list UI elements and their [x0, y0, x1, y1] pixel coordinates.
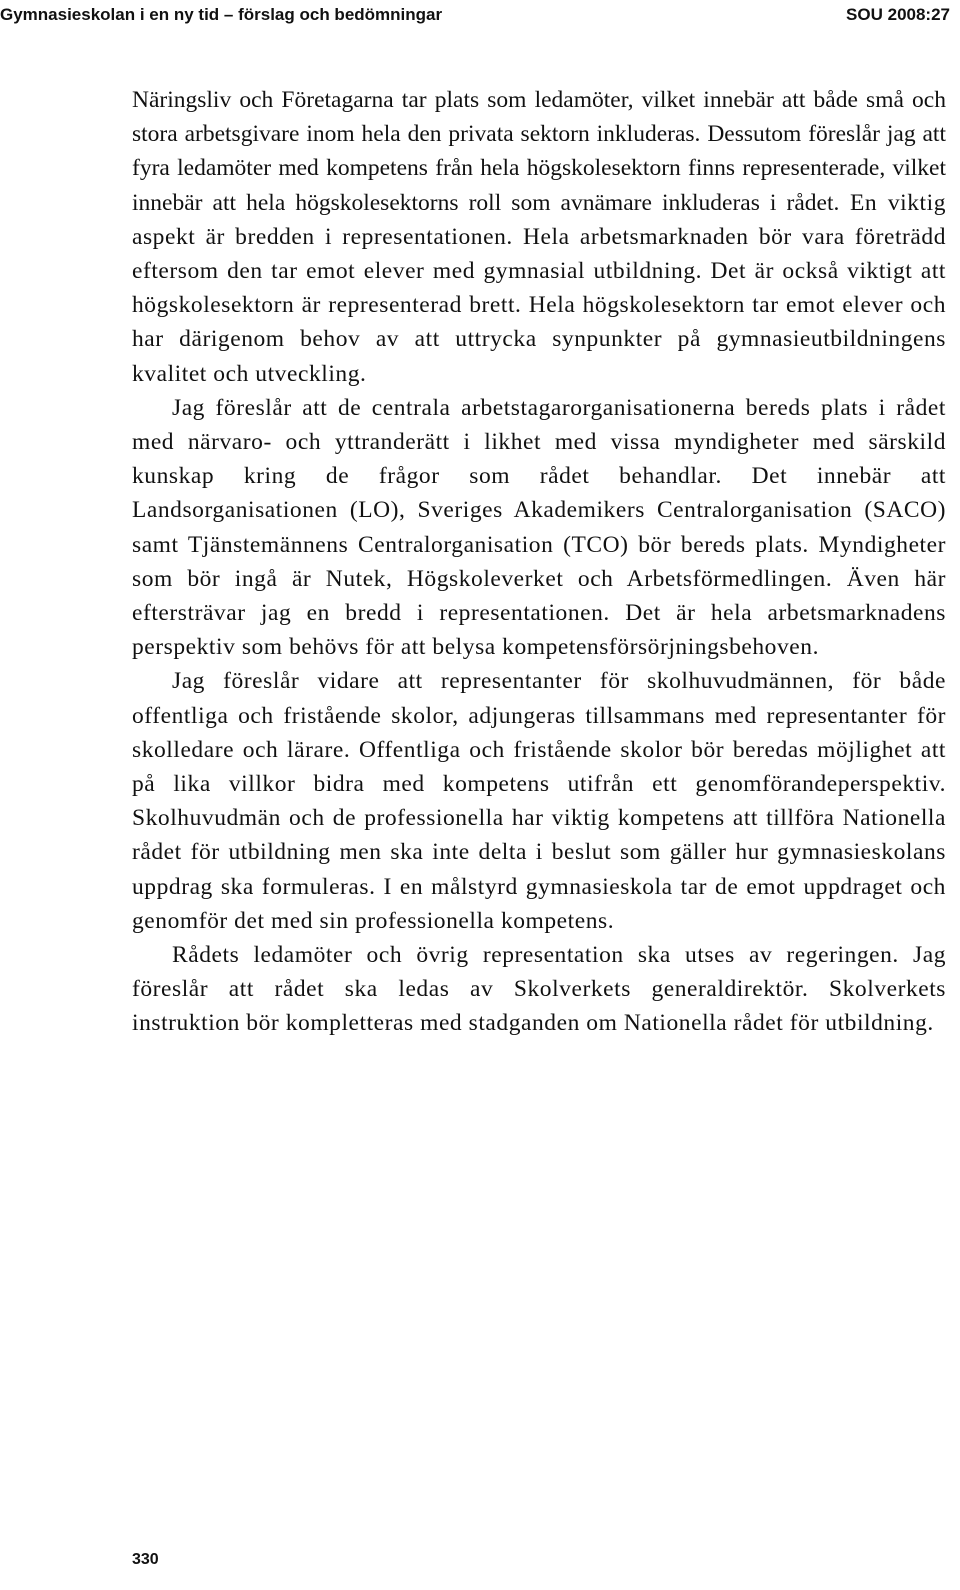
paragraph-2 — [132, 391, 946, 665]
paragraph-4-segment-1: Rådets ledamöter och övrig representation ska utses av regeringen. Jag föreslår att rådet ska ledas av Skolverkets generaldirektör. Skolverkets instruktion bör kompletteras med stadganden om Nationella rådet för utbildning. — [132, 942, 946, 1037]
paragraph-3-segment-1: Jag föreslår vidare att representanter för skolhuvudmännen, för både offentliga och fristående skolor, adjungeras tillsammans med representanter för skolledare och lärare. Offentliga och fristående skolor bör beredas möjlighet att på lika villkor bidra med kompetens utifrån ett genomförandeperspektiv. Skolhuvudmän och de professionella har viktig kompetens att tillföra Nationella rådet för utbildning men ska inte delta i beslut som gäller hur gymnasieskolans uppdrag ska formuleras. I en målstyrd gymnasieskola tar de emot uppdraget och genomför det med sin professionella kompetens. — [132, 668, 946, 934]
header-document-title: Gymnasieskolan i en ny tid – förslag och bedömningar — [0, 5, 443, 24]
page-number: 330 — [132, 1551, 159, 1568]
running-header — [0, 4, 960, 26]
paragraph-2-segment-1: Jag föreslår att de centrala arbetstagarorganisationerna bereds plats i rådet med närvaro- och yttranderätt i likhet med vissa myndigheter med särskild kunskap kring de frågor som rådet behandlar. Det innebär att Landsorganisationen (LO), Sveriges Akademikers Centralorganisation (SACO) samt Tjänstemännens Centralorganisation (TCO) bör bereds plats. Myndigheter som bör ingå är Nutek, Högskoleverket och Arbetsförmedlingen. Även här eftersträvar jag en bredd i representationen. Det är hela arbetsmarknadens perspektiv som behövs för att belysa kompetensförsörjningsbehoven. — [132, 394, 946, 661]
paragraph-4 — [132, 938, 946, 1041]
paragraph-1-segment-1: Näringsliv och Företagarna tar plats som ledamöter, vilket innebär att både små och stora arbetsgivare inom hela den privata sektorn inkluderas. Dessutom föreslår jag att fyra ledamöter med kompetens från hela högskolesektorn finns representerade, vilket innebär att hela högskolesektorns roll som avnämare inkluderas i rådet. — [132, 87, 946, 216]
paragraph-3 — [132, 664, 946, 938]
header-report-number: SOU 2008:27 — [846, 5, 950, 24]
paragraph-1 — [132, 83, 946, 391]
paragraph-1-segment-2: En viktig aspekt är bredden i representationen. Hela arbetsmarknaden bör vara företrädd eftersom den tar emot elever med gymnasial utbildning. Det är också viktigt att högskolesektorn är representerad brett. Hela högskolesektorn tar emot elever och har därigenom behov av att uttrycka synpunkter på gymnasieutbildningens kvalitet och utveckling. — [132, 189, 946, 387]
body-text — [132, 83, 946, 1041]
